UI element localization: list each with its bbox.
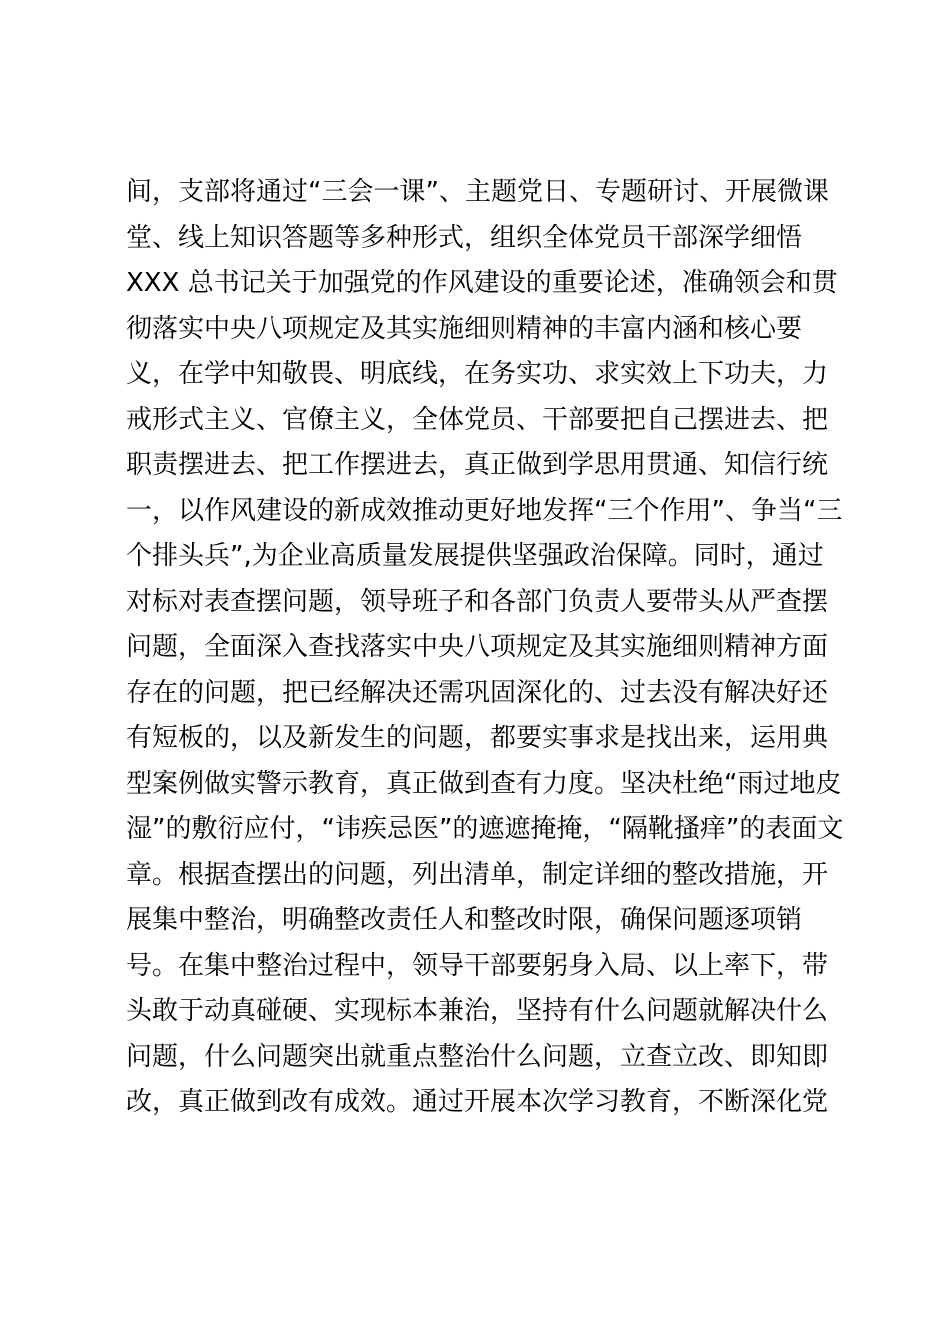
text-line: 改，真正做到改有成效。通过开展本次学习教育，不断深化党 xyxy=(126,1087,829,1117)
text-line: 戒形式主义、官僚主义，全体党员、干部要把自己摆进去、把 xyxy=(126,404,829,435)
text-line: 对标对表查摆问题，领导班子和各部门负责人要带头从严查摆 xyxy=(126,586,829,617)
text-line: 号。在集中整治过程中，领导干部要躬身入局、以上率下，带 xyxy=(126,950,829,981)
text-line: 展集中整治，明确整改责任人和整改时限，确保问题逐项销 xyxy=(126,905,803,935)
text-line: 章。根据查摆出的问题，列出清单，制定详细的整改措施，开 xyxy=(126,859,829,890)
text-line: 问题，全面深入查找落实中央八项规定及其实施细则精神方面 xyxy=(126,632,829,662)
text-line: 彻落实中央八项规定及其实施细则精神的丰富内涵和核心要 xyxy=(126,313,803,344)
text-line: 湿”的敷衍应付，“讳疾忌医”的遮遮掩掩，“隔靴搔痒”的表面文 xyxy=(126,814,844,844)
text-line: 型案例做实警示教育，真正做到查有力度。坚决杜绝“雨过地皮 xyxy=(126,768,842,799)
text-line: 存在的问题，把已经解决还需巩固深化的、过去没有解决好还 xyxy=(126,677,829,708)
text-line: 义，在学中知敬畏、明底线，在务实功、求实效上下功夫，力 xyxy=(126,359,829,389)
text-line: 职责摆进去、把工作摆进去，真正做到学思用贯通、知信行统 xyxy=(126,450,829,480)
text-line: 个排头兵”,为企业高质量发展提供坚强政治保障。同时，通过 xyxy=(126,541,824,571)
text-line: 间，支部将通过“三会一课”、主题党日、专题研讨、开展微课 xyxy=(126,177,829,207)
text-line: 有短板的，以及新发生的问题，都要实事求是找出来，运用典 xyxy=(126,723,829,753)
text-line: XXX 总书记关于加强党的作风建设的重要论述，准确领会和贯 xyxy=(126,268,838,298)
body-paragraph xyxy=(126,170,846,1126)
text-line: 问题，什么问题突出就重点整治什么问题，立查立改、即知即 xyxy=(126,1041,829,1072)
text-line: 堂、线上知识答题等多种形式，组织全体党员干部深学细悟 xyxy=(126,222,803,253)
text-line: 头敢于动真碰硬、实现标本兼治，坚持有什么问题就解决什么 xyxy=(126,996,829,1026)
text-line: 一，以作风建设的新成效推动更好地发挥“三个作用”、争当“三 xyxy=(126,495,843,526)
